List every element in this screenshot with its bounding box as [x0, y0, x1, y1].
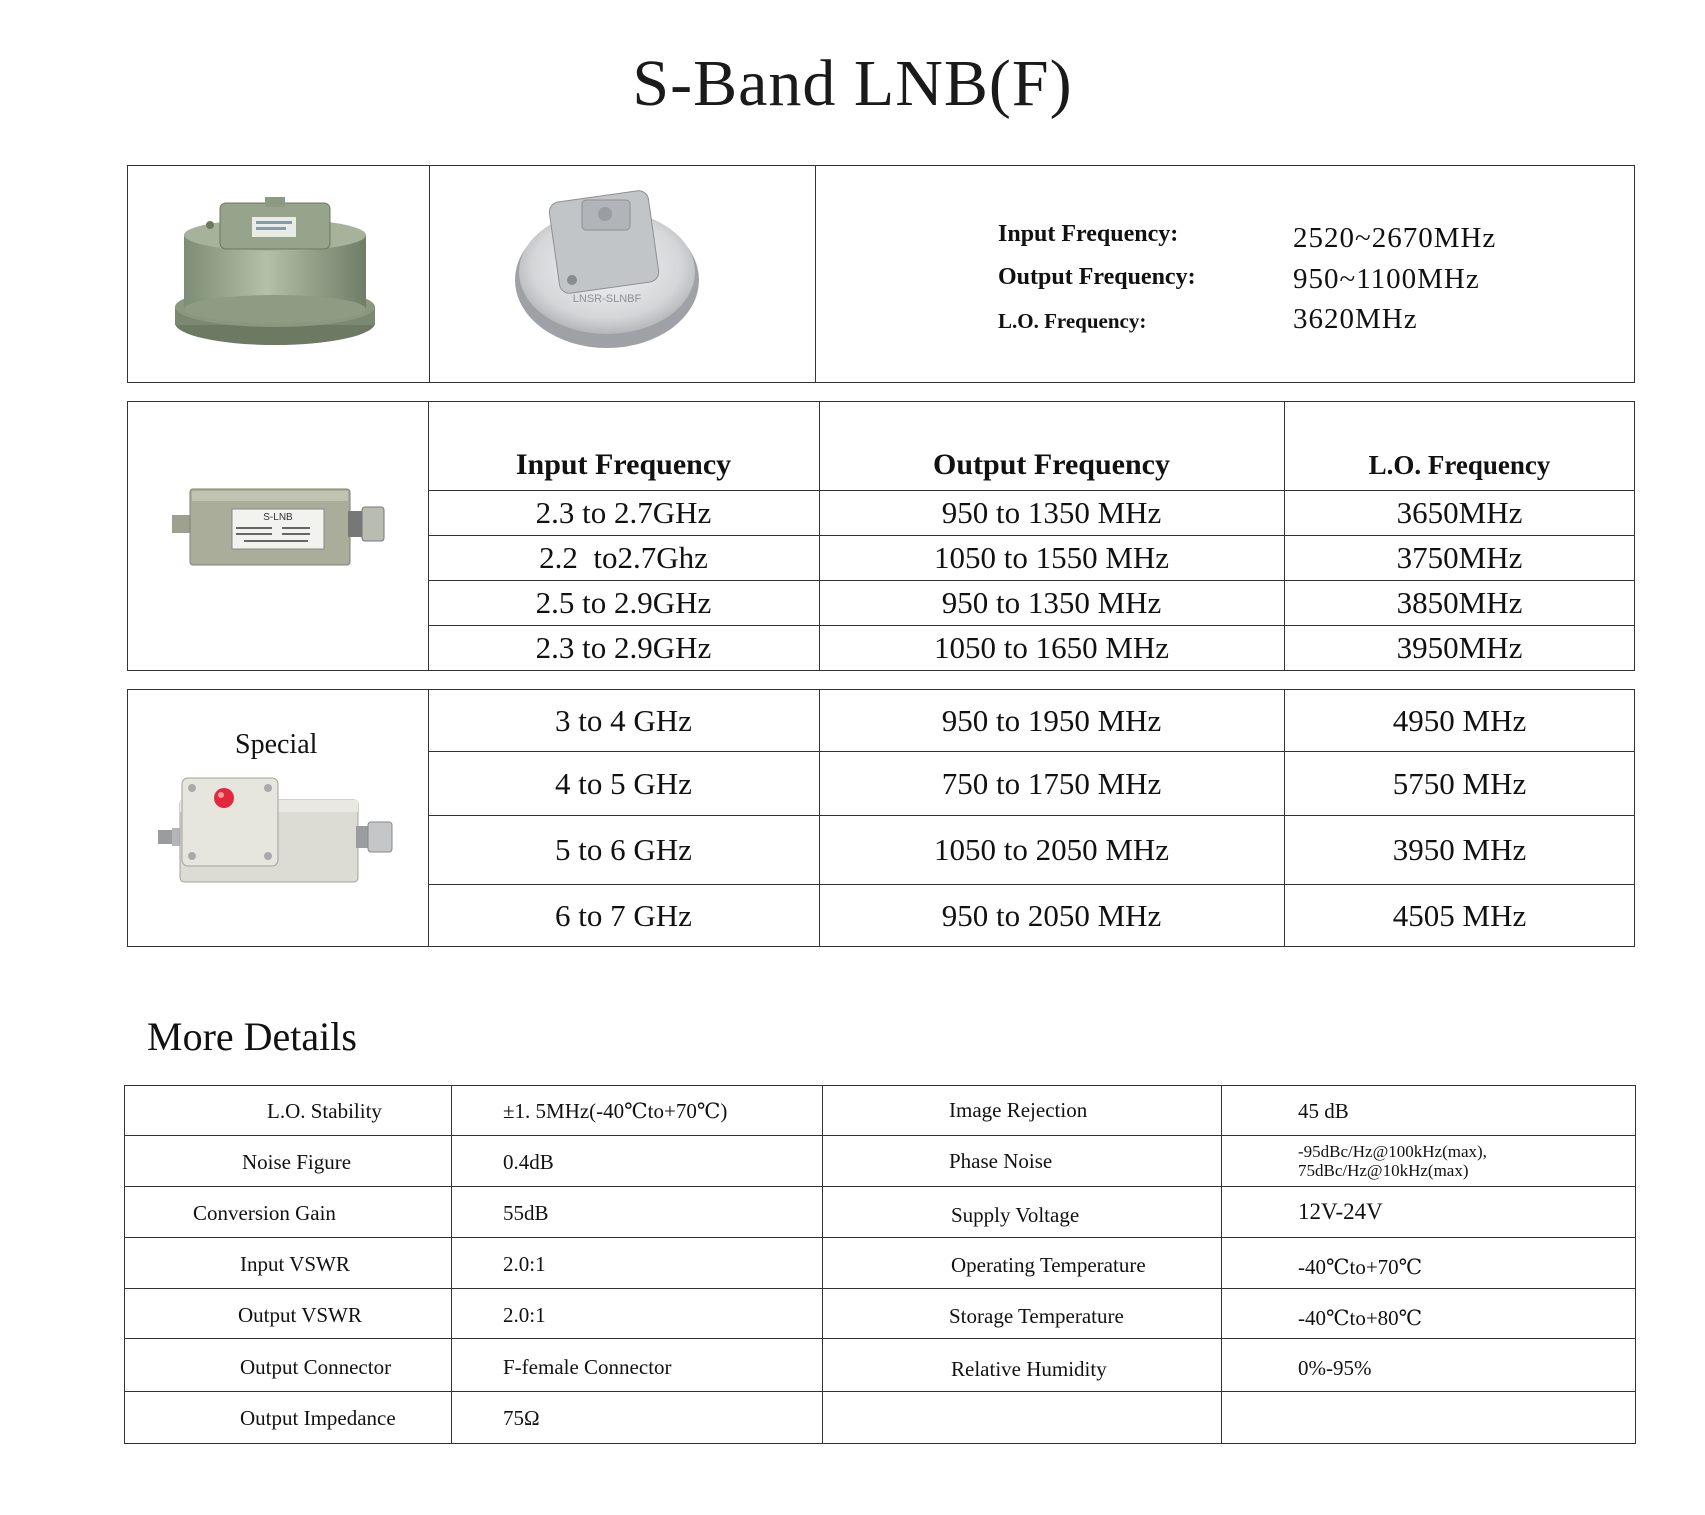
table-cell: 3650MHz [1396, 495, 1523, 530]
detail-value: 45 dB [1298, 1099, 1349, 1123]
detail-label: Supply Voltage [951, 1203, 1080, 1227]
table-cell: 1050 to 1550 MHz [933, 540, 1170, 575]
table-cell: 3750MHz [1396, 540, 1523, 575]
detail-label: L.O. Stability [267, 1099, 382, 1123]
spec-input-value: 2520~2670MHz [1293, 222, 1497, 254]
more-details-title: More Details [147, 1014, 357, 1059]
page-title: S-Band LNB(F) [632, 47, 1073, 120]
s-lnb-box-photo [172, 483, 392, 573]
table-cell: 2.2 to2.7Ghz [539, 540, 708, 575]
detail-label: Input VSWR [240, 1252, 350, 1276]
detail-label: Conversion Gain [193, 1201, 336, 1225]
detail-value: 2.0:1 [503, 1303, 546, 1327]
header-output-frequency: Output Frequency [933, 448, 1170, 481]
detail-label: Storage Temperature [949, 1304, 1124, 1328]
spec-output-label: Output Frequency: [998, 264, 1196, 290]
special-cell: 4505 MHz [1392, 898, 1527, 933]
detail-value: -95dBc/Hz@100kHz(max), 75dBc/Hz@10kHz(max) [1298, 1142, 1487, 1180]
detail-label: Output Impedance [240, 1406, 396, 1430]
detail-label: Operating Temperature [951, 1253, 1146, 1277]
table-cell: 2.3 to 2.7GHz [535, 495, 712, 530]
special-cell: 750 to 1750 MHz [941, 765, 1162, 801]
detail-label: Phase Noise [949, 1149, 1053, 1173]
detail-label: Relative Humidity [951, 1357, 1107, 1381]
detail-value: 12V-24V [1298, 1199, 1383, 1224]
detail-value: -40℃to+70℃ [1298, 1255, 1423, 1279]
special-cell: 3 to 4 GHz [555, 702, 692, 738]
special-cell: 4 to 5 GHz [555, 765, 692, 801]
special-cell: 1050 to 2050 MHz [933, 832, 1170, 867]
s-lnb-label: S-LNB [263, 512, 293, 523]
detail-value: 75Ω [503, 1406, 540, 1430]
spec-output-value: 950~1100MHz [1293, 263, 1480, 295]
special-cell: 6 to 7 GHz [555, 898, 692, 933]
detail-label: Output VSWR [238, 1303, 362, 1327]
detail-label: Output Connector [240, 1355, 392, 1379]
lnb-dish-mount-photo [512, 190, 702, 350]
detail-value: -40℃to+80℃ [1298, 1306, 1423, 1330]
lnb-green-housing-photo [170, 195, 380, 350]
special-lnb-photo [158, 770, 398, 885]
header-lo-frequency: L.O. Frequency [1368, 449, 1551, 480]
special-cell: 5 to 6 GHz [555, 832, 692, 867]
special-label: Special [235, 729, 318, 760]
detail-value: 2.0:1 [503, 1252, 546, 1276]
detail-value: 55dB [503, 1201, 549, 1225]
table-cell: 2.3 to 2.9GHz [535, 630, 712, 665]
table-cell: 3950MHz [1396, 630, 1523, 665]
header-input-frequency: Input Frequency [515, 448, 732, 481]
table-cell: 950 to 1350 MHz [941, 585, 1162, 620]
detail-value: ±1. 5MHz(-40℃to+70℃) [503, 1099, 728, 1123]
table-cell: 2.5 to 2.9GHz [535, 585, 712, 620]
special-cell: 4950 MHz [1392, 702, 1527, 738]
spec-lo-value: 3620MHz [1293, 303, 1418, 335]
table-cell: 1050 to 1650 MHz [933, 630, 1170, 665]
table-cell: 3850MHz [1396, 585, 1523, 620]
detail-value: 0%-95% [1298, 1356, 1372, 1380]
special-cell: 5750 MHz [1392, 765, 1527, 801]
special-cell: 950 to 1950 MHz [941, 702, 1162, 738]
detail-label: Image Rejection [949, 1098, 1088, 1122]
dish-housing-label: LNSR-SLNBF [572, 293, 642, 305]
detail-value: F-female Connector [503, 1355, 672, 1379]
special-cell: 950 to 2050 MHz [941, 898, 1162, 933]
special-cell: 3950 MHz [1392, 832, 1527, 867]
detail-value: 0.4dB [503, 1150, 554, 1174]
spec-lo-label: L.O. Frequency: [998, 309, 1147, 333]
table-cell: 950 to 1350 MHz [941, 495, 1162, 530]
spec-input-label: Input Frequency: [998, 221, 1179, 247]
detail-label: Noise Figure [242, 1150, 352, 1174]
